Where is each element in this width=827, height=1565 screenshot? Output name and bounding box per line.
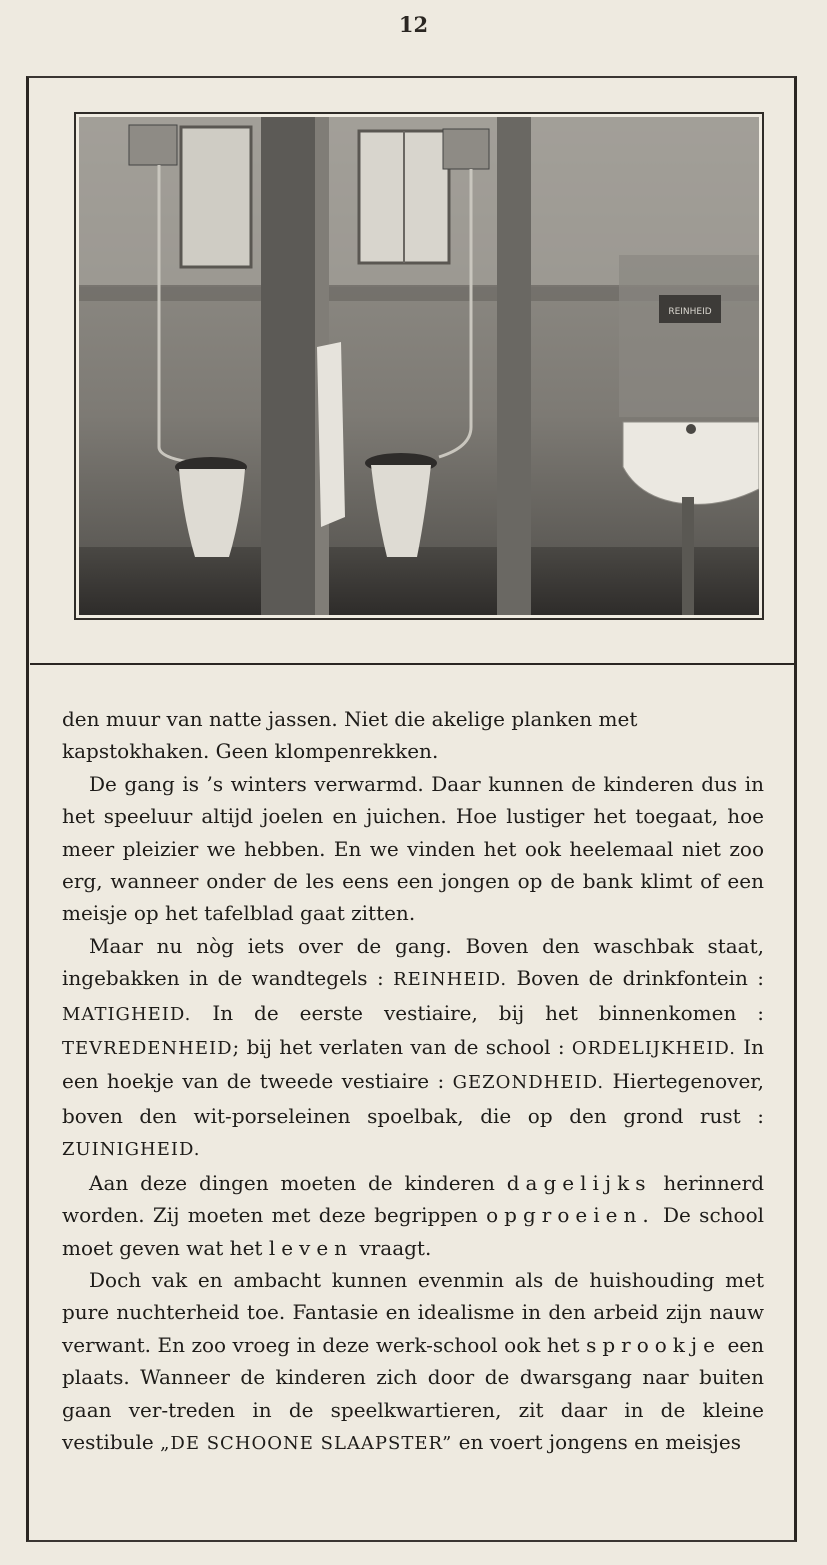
wall-tile-text: REINHEID [668,307,712,317]
paragraph-1-line-1: den muur van natte jassen. Niet die akelige planken met [62,707,638,731]
emphasis-leven: leven [268,1235,354,1260]
p3-text-d: ; bij het verlaten van de school : [232,1035,565,1060]
virtue-zuinigheid: ZUINIGHEID. [62,1139,201,1161]
photograph [74,112,764,620]
quote-de-schoone-slaapster: „DE SCHOONE SLAAPSTER” [160,1432,453,1454]
paragraph-3 [62,930,764,1167]
p4-text-b: herinnerd worden. Zij moeten met deze begrippen [62,1170,764,1228]
emphasis-sprookje: sprookje [586,1332,721,1357]
p3-text-c: In de eerste vestiaire, bij het binnenkomen : [212,1000,764,1025]
p5-text-a: Doch vak en ambacht kunnen evenmin als de huishouding met pure nuchterheid toe. Fantasie en idealisme in den arbeid zijn nauw verwant. En zoo vroeg in deze werk-school ook het [62,1267,764,1357]
paragraph-2: De gang is ’s winters verwarmd. Daar kunnen de kinderen dus in het speeluur altijd joelen en juichen. Hoe lustiger het toegaat, hoe meer pleizier we hebben. En we vinden het ook heelemaal niet zoo erg, wanneer onder de les eens een jongen op de bank klimt of een meisje op het tafelblad gaat zitten. [62,771,764,926]
p3-text-f: Hiertegenover, boven den wit-porseleinen spoelbak, die op den grond rust : [62,1069,765,1128]
p4-text-c: De school moet geven wat het [62,1203,765,1260]
page-number: 12 [398,12,429,37]
virtue-ordelijkheid: ORDELIJKHEID. [571,1038,736,1060]
p3-text-b: Boven de drinkfontein : [516,966,765,991]
p4-text-d: vraagt. [359,1235,432,1260]
paragraph-1 [62,703,764,768]
p4-text-a: Aan deze dingen moeten de kinderen [89,1170,495,1195]
paragraph-4 [62,1167,764,1264]
virtue-gezondheid: GEZONDHEID. [452,1072,605,1094]
p5-text-b: een plaats. Wanneer de kinderen zich door de dwarsgang naar buiten gaan ver-treden in de speelkwartieren, zit daar in de kleine vestibule [62,1332,765,1454]
emphasis-opgroeien: opgroeien. [486,1203,655,1228]
virtue-matigheid: MATIGHEID. [62,1003,192,1025]
toilet-room-photo [79,117,759,615]
emphasis-dagelijks: dagelijks [506,1170,652,1195]
p5-text-c: en voert jongens en meisjes [458,1429,741,1454]
virtue-tevredenheid: TEVREDENHEID [62,1038,233,1060]
body-text [62,703,764,1460]
paragraph-5 [62,1264,764,1460]
frame-divider [30,663,795,665]
virtue-reinheid: REINHEID. [393,969,508,991]
paragraph-1-line-2: kapstokhaken. Geen klompenrekken. [62,739,439,764]
p3-text-e: In een hoekje van de tweede vestiaire : [62,1035,765,1094]
p3-text-a: Maar nu nòg iets over de gang. Boven den waschbak staat, ingebakken in de wandtegels : [62,933,764,991]
